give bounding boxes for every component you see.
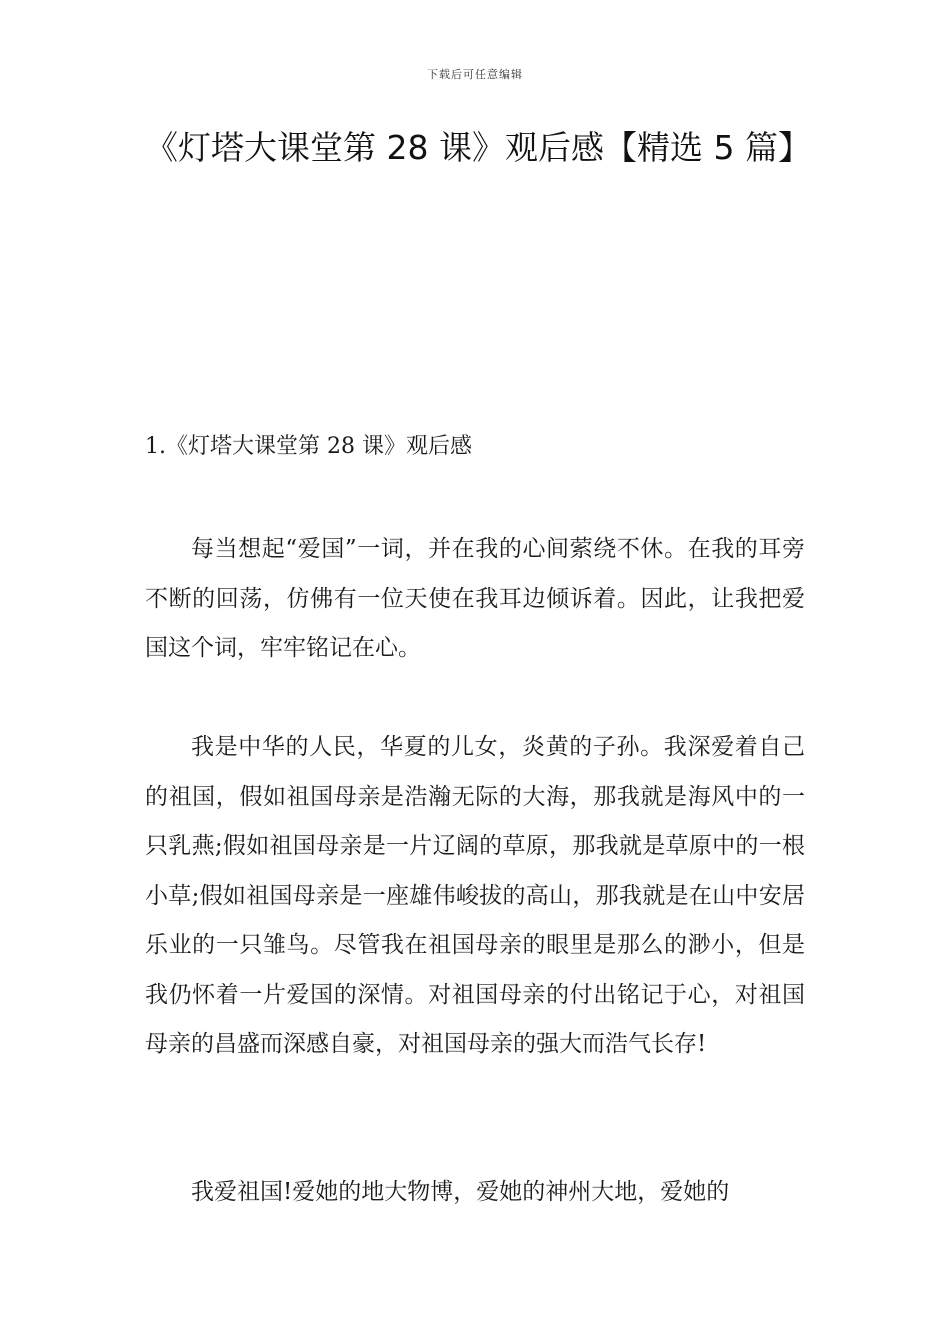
section-heading: 1.《灯塔大课堂第 28 课》观后感: [145, 434, 472, 459]
header-note: 下载后可任意编辑: [427, 68, 523, 81]
paragraph-3: 我爱祖国!爱她的地大物博，爱她的神州大地，爱她的: [191, 1179, 730, 1205]
paragraph-1: 每当想起“爱国”一词，并在我的心间萦绕不休。在我的耳旁不断的回荡，仿佛有一位天使在我耳边倾诉着。因此，让我把爱国这个词，牢牢铭记在心。: [145, 536, 805, 661]
document-title: 《灯塔大课堂第 28 课》观后感【精选 5 篇】: [145, 128, 811, 167]
paragraph-2: 我是中华的人民，华夏的儿女，炎黄的子孙。我深爱着自己的祖国，假如祖国母亲是浩瀚无际的大海，那我就是海风中的一只乳燕;假如祖国母亲是一片辽阔的草原，那我就是草原中的一根小草;假如祖国母亲是一座雄伟峻拔的高山，那我就是在山中安居乐业的一只雏鸟。尽管我在祖国母亲的眼里是那么的渺小，但是我仍怀着一片爱国的深情。对祖国母亲的付出铭记于心，对祖国母亲的昌盛而深感自豪，对祖国母亲的强大而浩气长存!: [145, 734, 805, 1057]
